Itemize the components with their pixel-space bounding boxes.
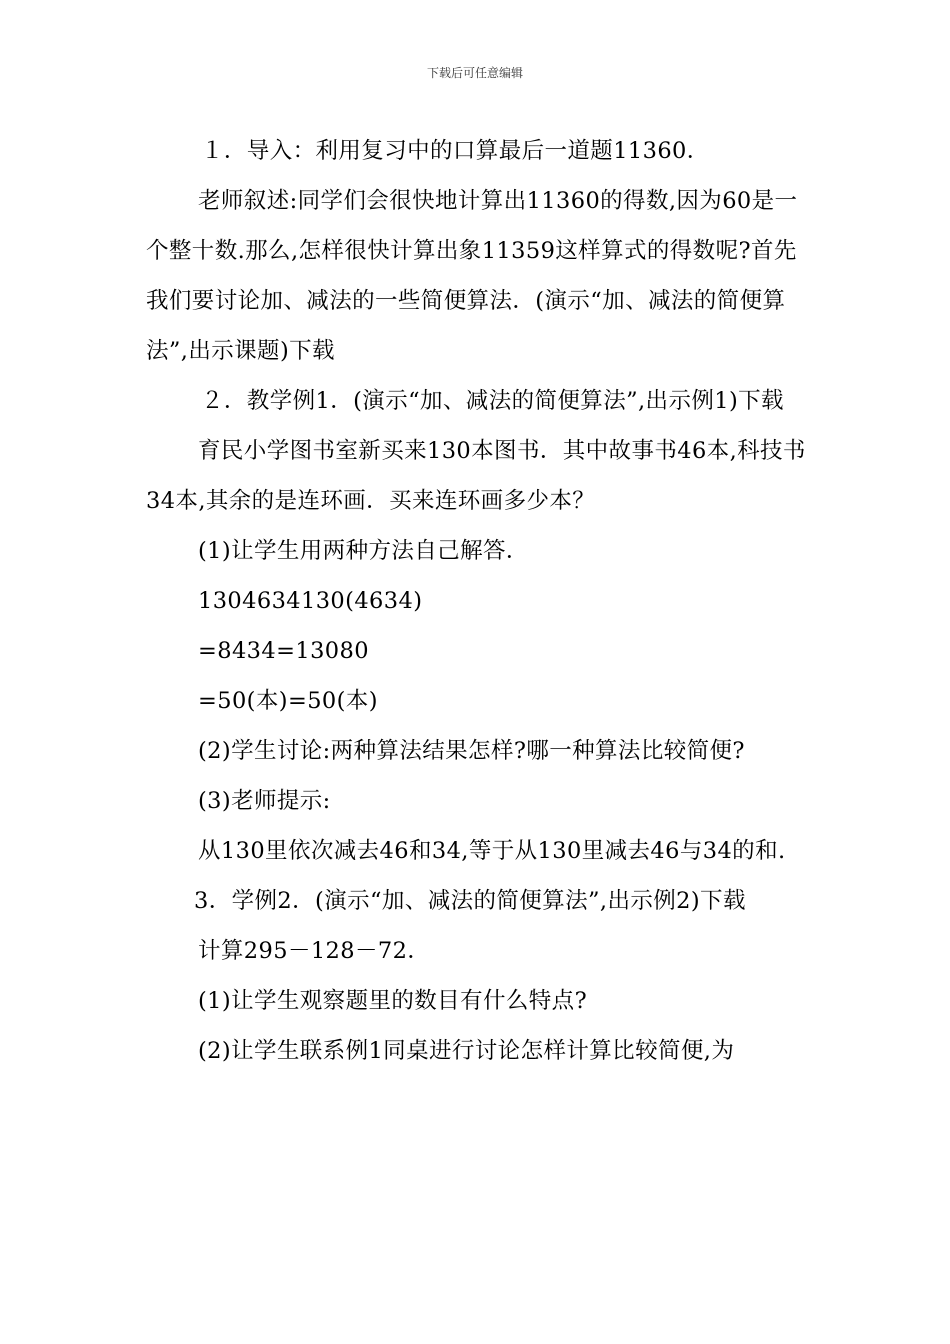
paragraph-equation-line-3: =50(本)=50(本) xyxy=(198,688,378,714)
paragraph-teacher-narration: 老师叙述:同学们会很快地计算出11360的得数,因为60是一个整十数.那么,怎样很快计算出象11359这样算式的得数呢?首先我们要讨论加、减法的一些简便算法．(演示“加、减法的简便算法”,出示课题)下载 xyxy=(146,188,798,364)
paragraph-observe: (1)让学生观察题里的数目有什么特点? xyxy=(198,988,588,1014)
paragraph-intro: １．导入：利用复习中的口算最后一道题11360． xyxy=(201,138,710,164)
paragraph-example-2-problem: 计算295－128－72． xyxy=(198,938,431,964)
paragraph-equation-line-2: =8434=13080 xyxy=(198,638,369,664)
paragraph-step-3: (3)老师提示: xyxy=(198,788,331,814)
header-note: 下载后可任意编辑 xyxy=(426,66,523,80)
paragraph-discuss: (2)让学生联系例1同桌进行讨论怎样计算比较简便,为 xyxy=(198,1038,735,1064)
paragraph-equation-line-1: 1304634130(4634) xyxy=(198,588,423,614)
document-body xyxy=(146,126,810,1076)
paragraph-example-1-heading: ２．教学例1．(演示“加、减法的简便算法”,出示例1)下载 xyxy=(201,388,784,414)
paragraph-step-2: (2)学生讨论:两种算法结果怎样?哪一种算法比较简便? xyxy=(198,738,745,764)
paragraph-example-2-heading: 3．学例2．(演示“加、减法的简便算法”,出示例2)下载 xyxy=(194,888,746,914)
paragraph-step-1: (1)让学生用两种方法自己解答． xyxy=(198,538,529,564)
paragraph-hint: 从130里依次减去46和34,等于从130里减去46与34的和. xyxy=(198,838,786,864)
paragraph-example-1-problem: 育民小学图书室新买来130本图书．其中故事书46本,科技书34本,其余的是连环画．买来连环画多少本？ xyxy=(146,438,806,514)
